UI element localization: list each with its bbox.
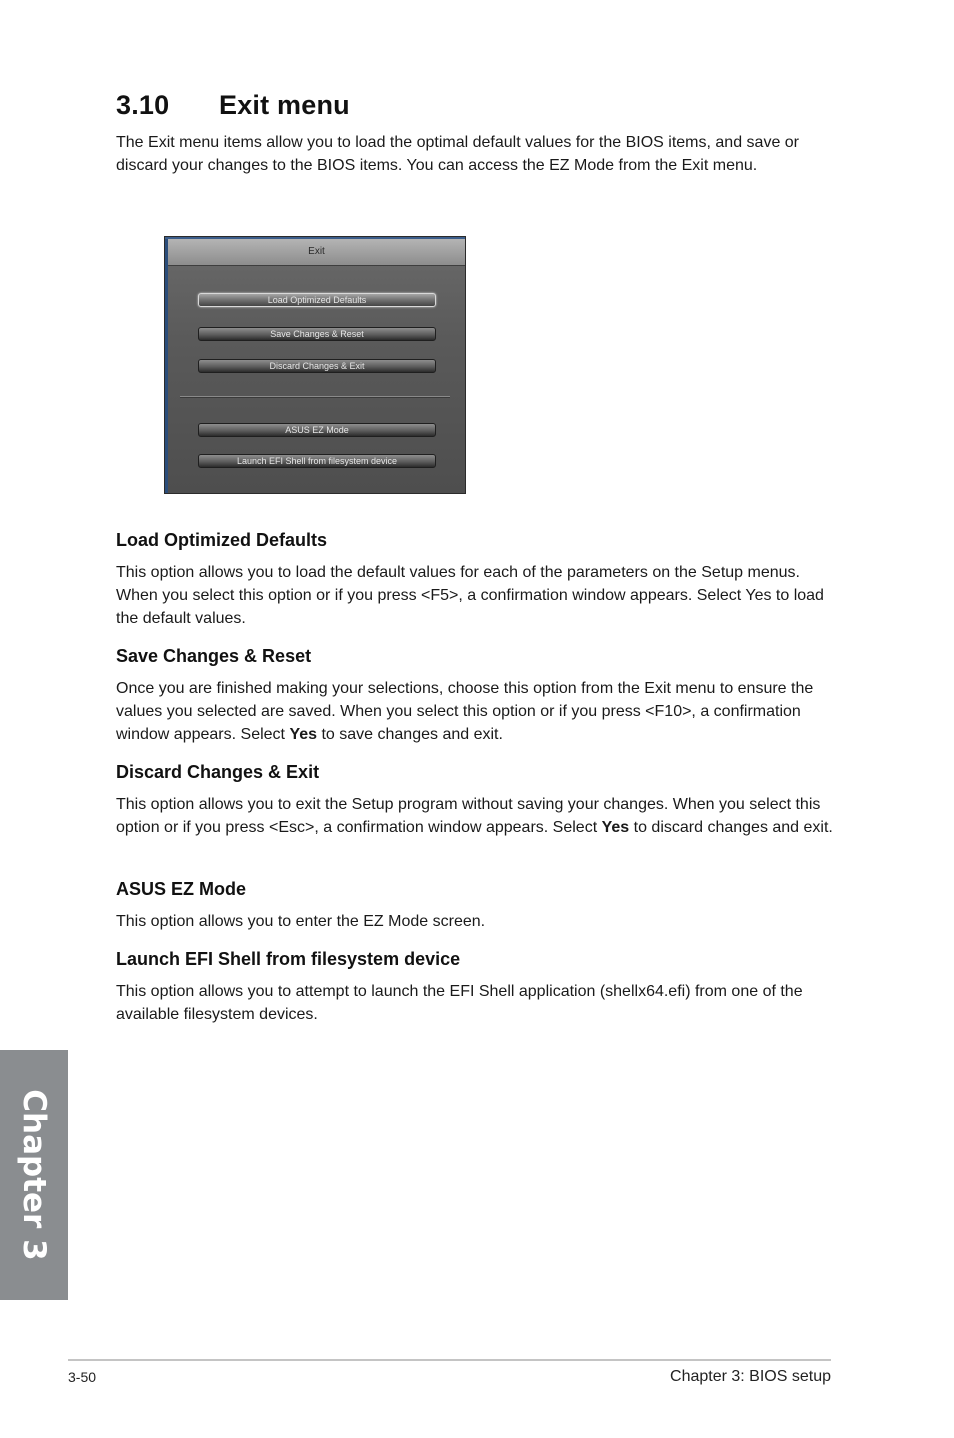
bios-discard-exit-button[interactable]: Discard Changes & Exit: [198, 359, 436, 373]
bios-save-reset-button[interactable]: Save Changes & Reset: [198, 327, 436, 341]
ez-mode-body: This option allows you to enter the EZ Mode screen.: [116, 913, 486, 930]
save-reset-body-text: Once you are finished making your selections, choose this option from the Exit menu to ensure the values you selected are saved. When you select this option or if you press <F10>, a confirmation window appears. Select: [116, 680, 814, 743]
bios-load-defaults-button[interactable]: Load Optimized Defaults: [198, 293, 436, 307]
load-defaults-body: This option allows you to load the default values for each of the parameters on the Setup menus. When you select this option or if you press <F5>, a confirmation window appears. Select Yes to load the default values.: [116, 564, 824, 627]
section-heading: [116, 90, 350, 121]
save-reset-yes: Yes: [289, 726, 318, 743]
save-reset-body-end: to save changes and exit.: [317, 726, 503, 743]
footer-chapter-title: Chapter 3: BIOS setup: [670, 1368, 831, 1385]
discard-exit-title: Discard Changes & Exit: [116, 762, 320, 782]
bios-divider: [180, 396, 450, 398]
discard-exit-body: [116, 793, 838, 839]
section-title: Exit menu: [219, 90, 350, 120]
bios-title-bar: Exit: [168, 239, 465, 266]
efi-shell-title: Launch EFI Shell from filesystem device: [116, 949, 461, 969]
discard-exit-body-text: This option allows you to exit the Setup program without saving your changes. When you select this option or if you press <Esc>, a confirmation window appears. Select: [116, 796, 821, 836]
section-number: 3.10: [116, 90, 170, 120]
intro-paragraph: The Exit menu items allow you to load the optimal default values for the BIOS items, and save or discard your changes to the BIOS items. You can access the EZ Mode from the Exit menu.: [116, 134, 800, 174]
ez-mode-title: ASUS EZ Mode: [116, 879, 247, 899]
efi-shell-body: This option allows you to attempt to launch the EFI Shell application (shellx64.efi) from one of the available filesystem devices.: [116, 983, 803, 1023]
bios-efi-shell-button[interactable]: Launch EFI Shell from filesystem device: [198, 454, 436, 468]
bios-ez-mode-button[interactable]: ASUS EZ Mode: [198, 423, 436, 437]
chapter-tab: [0, 1050, 68, 1300]
chapter-tab-label: Chapter 3: [16, 1089, 52, 1261]
save-reset-title: Save Changes & Reset: [116, 646, 312, 666]
bios-exit-screenshot: [164, 236, 466, 494]
page-number: 3-50: [68, 1369, 97, 1385]
discard-exit-body-end: to discard changes and exit.: [629, 819, 833, 836]
save-reset-body: [116, 677, 838, 746]
footer-rule: [68, 1359, 831, 1361]
bios-accent-line: [165, 237, 168, 493]
load-defaults-title: Load Optimized Defaults: [116, 530, 328, 550]
discard-exit-yes: Yes: [601, 819, 630, 836]
